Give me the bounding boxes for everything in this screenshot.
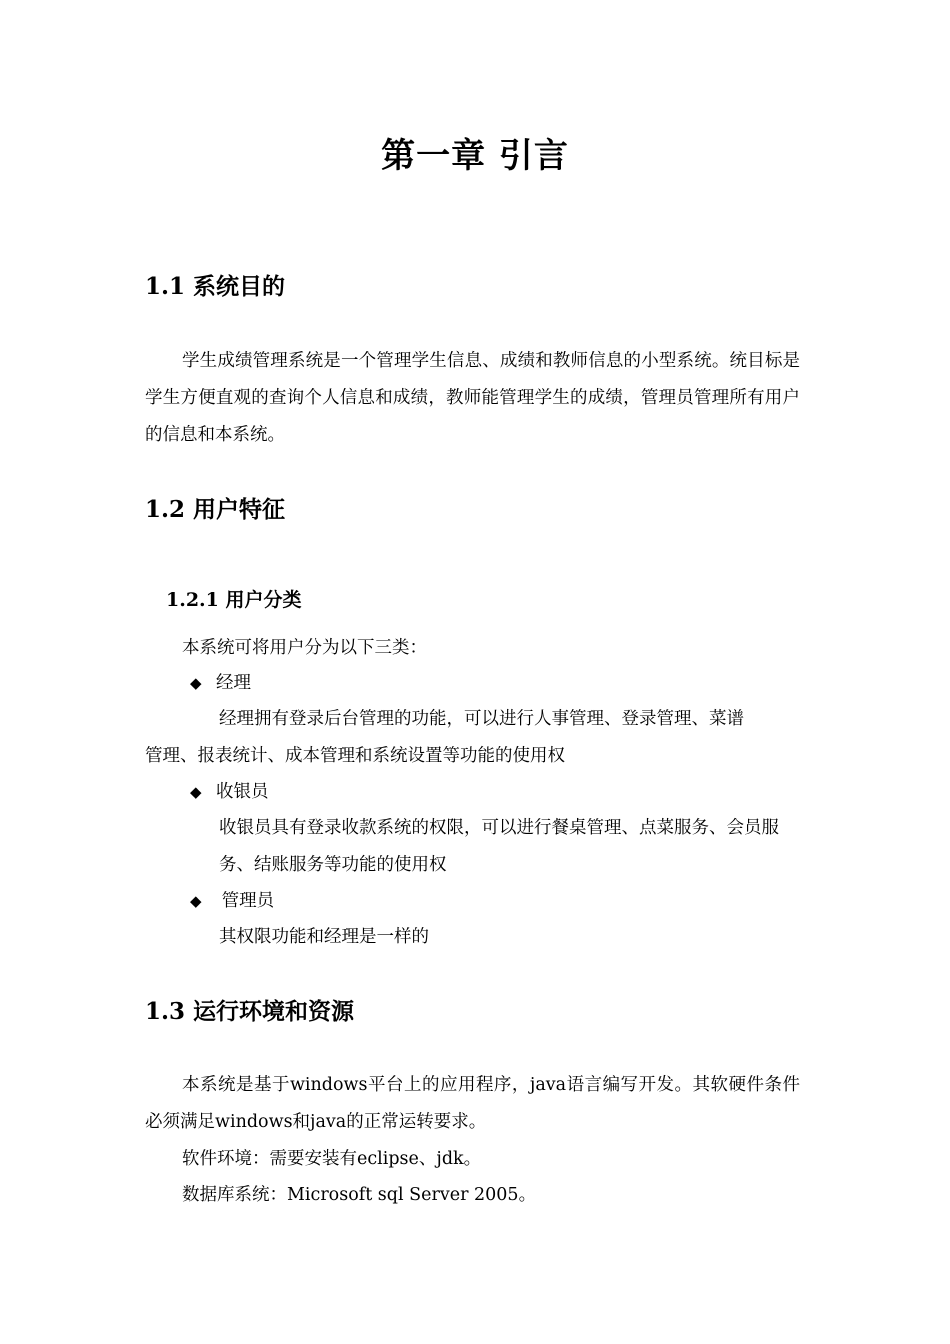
diamond-bullet-icon: ◆ (190, 674, 202, 692)
section-heading-1-3: 1.3 运行环境和资源 (145, 998, 355, 1025)
software-environment: 软件环境：需要安装有eclipse、jdk。 (182, 1149, 482, 1169)
role-name: 收银员 (216, 782, 269, 802)
section-1-1-paragraph: 学生成绩管理系统是一个管理学生信息、成绩和教师信息的小型系统。统目标是学生方便直观的查询个人信息和成绩，教师能管理学生的成绩，管理员管理所有用户的信息和本系统。 (145, 351, 800, 445)
role-name: 管理员 (216, 891, 275, 911)
section-1-3-paragraph: 本系统是基于windows平台上的应用程序，java语言编写开发。其软硬件条件必须满足windows和java的正常运转要求。 (145, 1075, 800, 1132)
section-heading-1-2: 1.2 用户特征 (145, 496, 286, 523)
subsection-heading-1-2-1: 1.2.1 用户分类 (166, 589, 302, 611)
role-item-admin (190, 883, 274, 920)
role-desc-manager-line1: 经理拥有登录后台管理的功能，可以进行人事管理、登录管理、菜谱 (219, 709, 744, 729)
role-desc-admin: 其权限功能和经理是一样的 (219, 927, 429, 947)
diamond-bullet-icon: ◆ (190, 892, 202, 910)
database-system: 数据库系统：Microsoft sql Server 2005。 (182, 1185, 537, 1205)
user-class-intro: 本系统可将用户分为以下三类： (182, 638, 427, 658)
role-name: 经理 (216, 673, 251, 693)
role-item-manager (190, 665, 251, 702)
diamond-bullet-icon: ◆ (190, 783, 202, 801)
chapter-title: 第一章 引言 (381, 136, 569, 176)
role-desc-manager-line2: 管理、报表统计、成本管理和系统设置等功能的使用权 (145, 746, 565, 766)
section-heading-1-1: 1.1 系统目的 (145, 273, 286, 300)
role-desc-cashier: 收银员具有登录收款系统的权限，可以进行餐桌管理、点菜服务、会员服务、结账服务等功能的使用权 (219, 818, 779, 875)
role-item-cashier (190, 774, 269, 811)
